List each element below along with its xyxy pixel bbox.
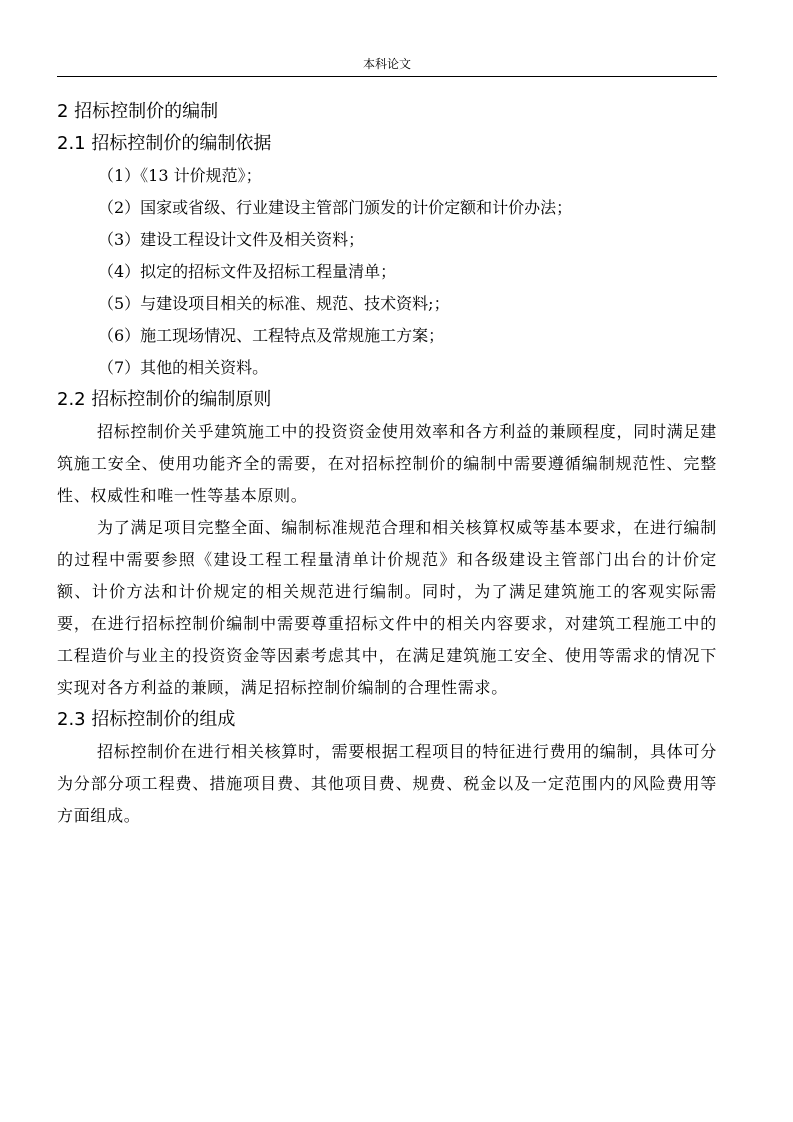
list-item: （2）国家或省级、行业建设主管部门颁发的计价定额和计价办法； <box>98 198 573 217</box>
paragraph: 为了满足项目完整全面、编制标准规范合理和相关核算权威等基本要求，在进行编制的过程中需要参照《建设工程工程量清单计价规范》和各级建设主管部门出台的计价定额、计价方法和计价规定的相关规范进行编制。同时，为了满足建筑施工的客观实际需要，在进行招标控制价编制中需要尊重招标文件中的相关内容要求，对建筑工程施工中的工程造价与业主的投资资金等因素考虑其中，在满足建筑施工安全、使用等需求的情况下实现对各方利益的兼顾，满足招标控制价编制的合理性需求。 <box>57 518 717 697</box>
basis-list <box>57 160 717 384</box>
list-item: （5）与建设项目相关的标准、规范、技术资料;； <box>98 294 450 313</box>
document-body <box>57 96 717 832</box>
section-heading-2-3: 2.3 招标控制价的组成 <box>57 709 236 730</box>
paragraph: 招标控制价在进行相关核算时，需要根据工程项目的特征进行费用的编制，具体可分为分部分项工程费、措施项目费、其他项目费、规费、税金以及一定范围内的风险费用等方面组成。 <box>57 742 717 825</box>
section-heading-2-1: 2.1 招标控制价的编制依据 <box>57 133 272 154</box>
list-item: （6）施工现场情况、工程特点及常规施工方案； <box>98 326 445 345</box>
list-item: （3）建设工程设计文件及相关资料； <box>98 230 365 249</box>
section-heading-2: 2 招标控制价的编制 <box>57 101 219 122</box>
list-item: （4）拟定的招标文件及招标工程量清单； <box>98 262 397 281</box>
page-header: 本科论文 <box>362 57 411 71</box>
list-item: （1）《13 计价规范》； <box>98 166 262 185</box>
paragraph: 招标控制价关乎建筑施工中的投资资金使用效率和各方利益的兼顾程度，同时满足建筑施工安全、使用功能齐全的需要，在对招标控制价的编制中需要遵循编制规范性、完整性、权威性和唯一性等基本原则。 <box>57 422 717 505</box>
list-item: （7）其他的相关资料。 <box>98 358 269 377</box>
section-heading-2-2: 2.2 招标控制价的编制原则 <box>57 389 272 410</box>
header-divider <box>57 76 717 77</box>
